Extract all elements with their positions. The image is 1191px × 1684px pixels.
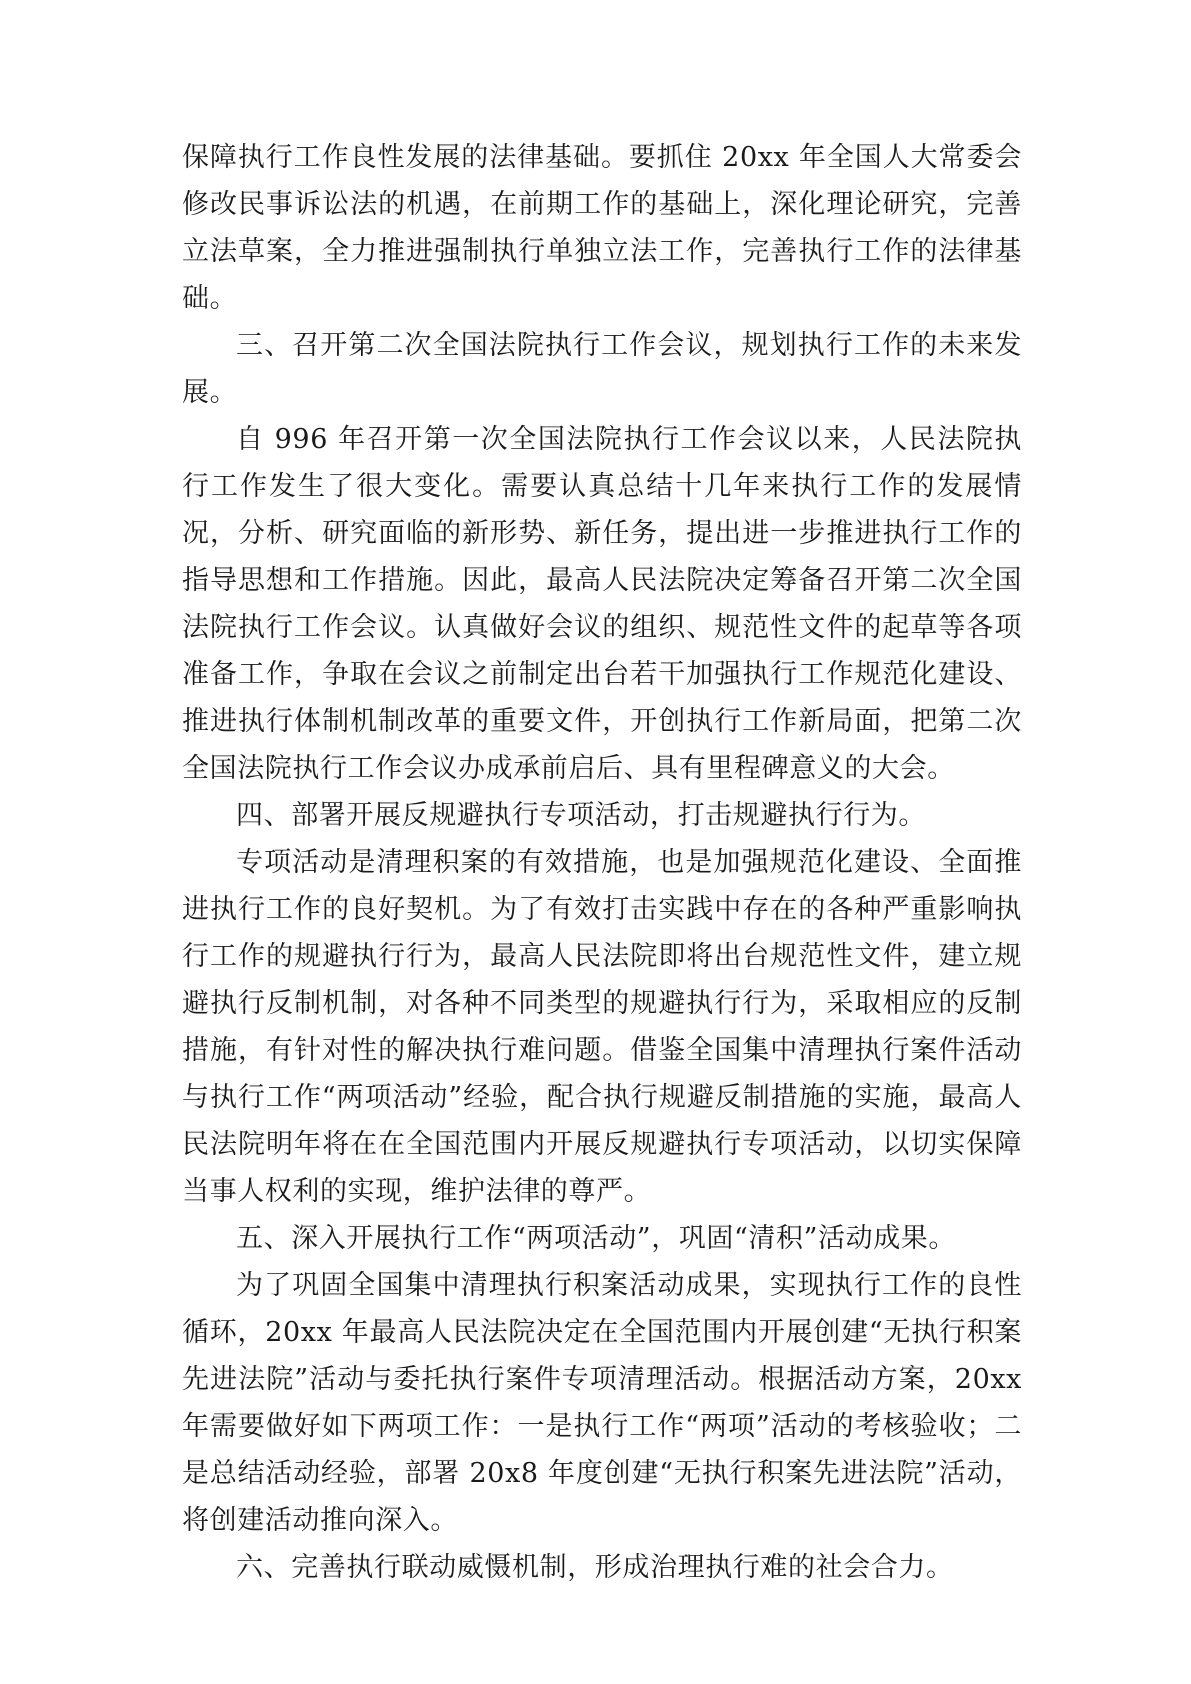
heading-section-six: 六、完善执行联动威慑机制，形成治理执行难的社会合力。	[236, 1552, 954, 1583]
paragraph-two-activities: 为了巩固全国集中清理执行积案活动成果，实现执行工作的良性循环，20xx 年最高人民法院决定在全国范围内开展创建“无执行积案先进法院”活动与委托执行案件专项清理活动。根据活动方案，20xx 年需要做好如下两项工作：一是执行工作“两项”活动的考核验收；二是总结活动经验，部署 20x8 年度创建“无执行积案先进法院”活动，将创建活动推向深入。	[182, 1270, 1022, 1536]
document-body	[182, 134, 1022, 1591]
heading-section-five: 五、深入开展执行工作“两项活动”，巩固“清积”活动成果。	[236, 1223, 957, 1254]
paragraph-legal-basis: 保障执行工作良性发展的法律基础。要抓住 20xx 年全国人大常委会修改民事诉讼法的机遇，在前期工作的基础上，深化理论研究，完善立法草案，全力推进强制执行单独立法工作，完善执行工作的法律基础。	[182, 142, 1022, 314]
heading-section-four: 四、部署开展反规避执行专项活动，打击规避执行行为。	[236, 800, 926, 831]
heading-section-three: 三、召开第二次全国法院执行工作会议，规划执行工作的未来发展。	[182, 330, 1022, 408]
paragraph-conference: 自 996 年召开第一次全国法院执行工作会议以来，人民法院执行工作发生了很大变化。需要认真总结十几年来执行工作的发展情况，分析、研究面临的新形势、新任务，提出进一步推进执行工作的指导思想和工作措施。因此，最高人民法院决定筹备召开第二次全国法院执行工作会议。认真做好会议的组织、规范性文件的起草等各项准备工作，争取在会议之前制定出台若干加强执行工作规范化建设、推进执行体制机制改革的重要文件，开创执行工作新局面，把第二次全国法院执行工作会议办成承前启后、具有里程碑意义的大会。	[182, 424, 1022, 784]
paragraph-anti-evasion: 专项活动是清理积案的有效措施，也是加强规范化建设、全面推进执行工作的良好契机。为了有效打击实践中存在的各种严重影响执行工作的规避执行行为，最高人民法院即将出台规范性文件，建立规避执行反制机制，对各种不同类型的规避执行行为，采取相应的反制措施，有针对性的解决执行难问题。借鉴全国集中清理执行案件活动与执行工作“两项活动”经验，配合执行规避反制措施的实施，最高人民法院明年将在在全国范围内开展反规避执行专项活动，以切实保障当事人权利的实现，维护法律的尊严。	[182, 847, 1022, 1207]
